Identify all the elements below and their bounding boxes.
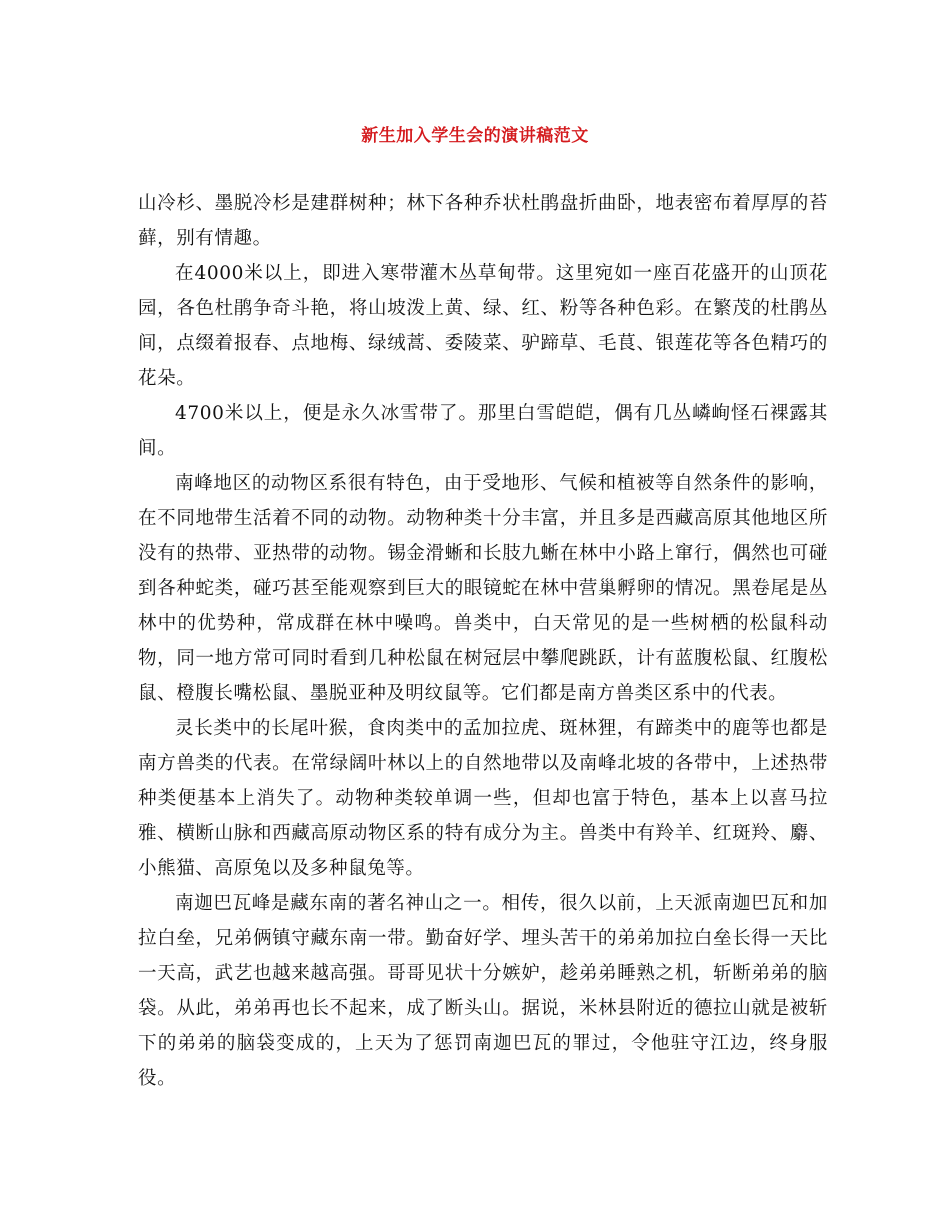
paragraph-3: 4700米以上，便是永久冰雪带了。那里白雪皑皑，偶有几丛嶙峋怪石裸露其间。 xyxy=(138,403,828,459)
document-title: 新生加入学生会的演讲稿范文 xyxy=(361,126,589,146)
paragraph-6: 南迦巴瓦峰是藏东南的著名神山之一。相传，很久以前，上天派南迦巴瓦和加拉白垒，兄弟俩镇守藏东南一带。勤奋好学、埋头苦干的弟弟加拉白垒长得一天比一天高，武艺也越来越高强。哥哥见状十分嫉妒，趁弟弟睡熟之机，斩断弟弟的脑袋。从此，弟弟再也长不起来，成了断头山。据说，米林县附近的德拉山就是被斩下的弟弟的脑袋变成的，上天为了惩罚南迦巴瓦的罪过，令他驻守江边，终身服役。 xyxy=(138,893,828,1089)
paragraph-1: 山冷杉、墨脱冷杉是建群树种；林下各种乔状杜鹃盘折曲卧，地表密布着厚厚的苔藓，别有情趣。 xyxy=(138,193,828,249)
paragraph-4: 南峰地区的动物区系很有特色，由于受地形、气候和植被等自然条件的影响，在不同地带生活着不同的动物。动物种类十分丰富，并且多是西藏高原其他地区所没有的热带、亚热带的动物。锡金滑蜥和长肢九蜥在林中小路上窜行，偶然也可碰到各种蛇类，碰巧甚至能观察到巨大的眼镜蛇在林中营巢孵卵的情况。黑卷尾是丛林中的优势种，常成群在林中噪鸣。兽类中，白天常见的是一些树栖的松鼠科动物，同一地方常可同时看到几种松鼠在树冠层中攀爬跳跃，计有蓝腹松鼠、红腹松鼠、橙腹长嘴松鼠、墨脱亚种及明纹鼠等。它们都是南方兽类区系中的代表。 xyxy=(138,473,828,704)
paragraph-2: 在4000米以上，即进入寒带灌木丛草甸带。这里宛如一座百花盛开的山顶花园，各色杜鹃争奇斗艳，将山坡泼上黄、绿、红、粉等各种色彩。在繁茂的杜鹃丛间，点缀着报春、点地梅、绿绒蒿、委陵菜、驴蹄草、毛茛、银莲花等各色精巧的花朵。 xyxy=(138,263,828,389)
document-body xyxy=(138,186,828,1096)
paragraph-5: 灵长类中的长尾叶猴，食肉类中的孟加拉虎、斑林狸，有蹄类中的鹿等也都是南方兽类的代表。在常绿阔叶林以上的自然地带以及南峰北坡的各带中，上述热带种类便基本上消失了。动物种类较单调一些，但却也富于特色，基本上以喜马拉雅、横断山脉和西藏高原动物区系的特有成分为主。兽类中有羚羊、红斑羚、麝、小熊猫、高原兔以及多种鼠兔等。 xyxy=(138,718,828,879)
